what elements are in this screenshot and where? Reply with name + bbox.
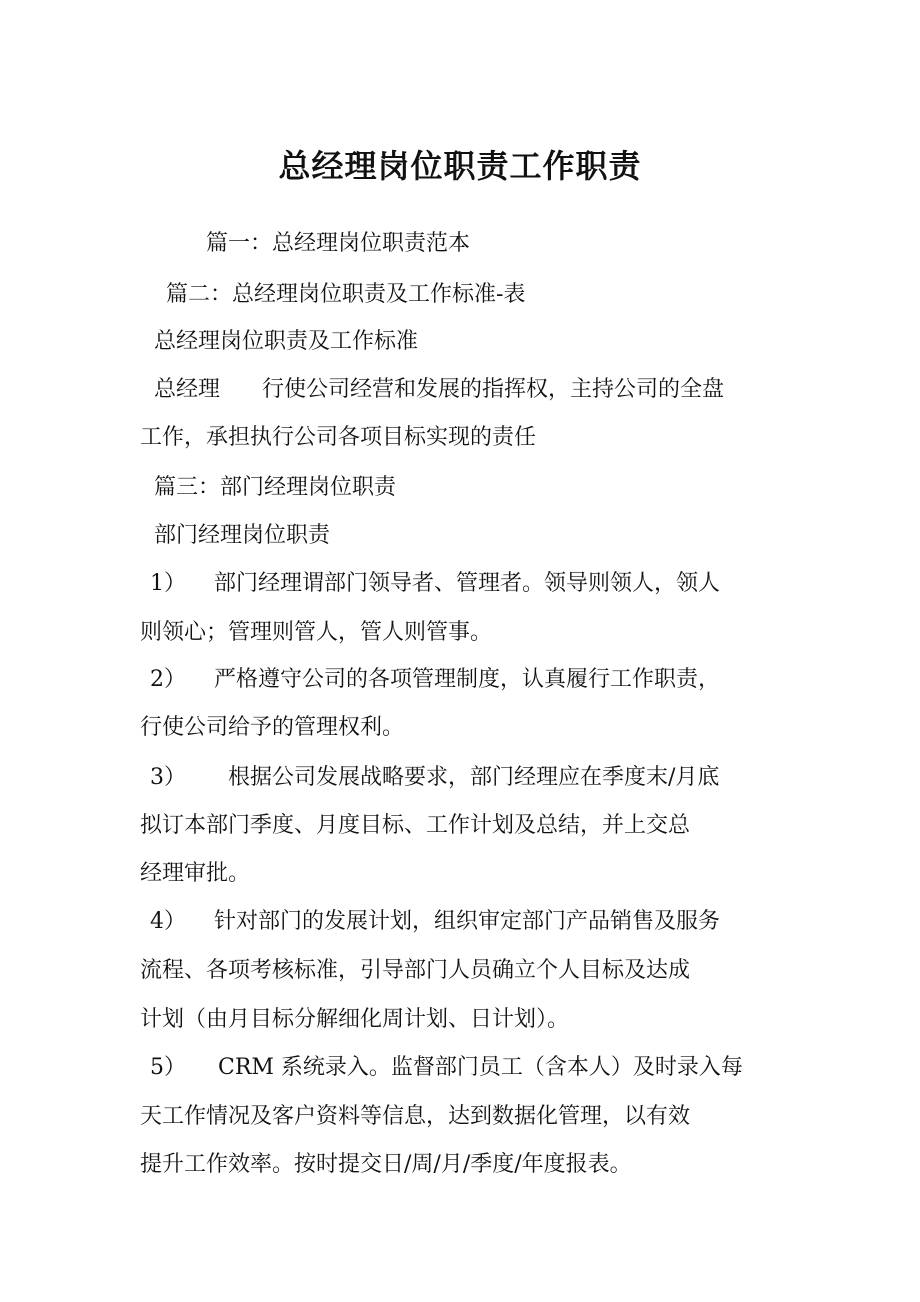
paragraph-line: 提升工作效率。按时提交日/周/月/季度/年度报表。 — [140, 1152, 632, 1177]
item-number: 3） — [150, 765, 186, 790]
paragraph-line: 经理审批。 — [140, 861, 251, 886]
role-label: 总经理 — [154, 377, 221, 402]
subheading-dept-duties: 部门经理岗位职责 — [154, 523, 331, 548]
paragraph-line: 拟订本部门季度、月度目标、工作计划及总结，并上交总 — [140, 813, 691, 838]
paragraph-line: 严格遵守公司的各项管理制度，认真履行工作职责， — [214, 667, 721, 692]
paragraph-line: 工作，承担执行公司各项目标实现的责任 — [140, 425, 537, 450]
document-title: 总经理岗位职责工作职责 — [278, 147, 642, 185]
paragraph-line: 部门经理谓部门领导者、管理者。领导则领人，领人 — [214, 571, 721, 596]
subheading-gm-standard: 总经理岗位职责及工作标准 — [154, 329, 419, 354]
item-number: 4） — [150, 909, 186, 934]
paragraph-line: 行使公司经营和发展的指挥权，主持公司的全盘 — [262, 377, 725, 402]
paragraph-line: 针对部门的发展计划，组织审定部门产品销售及服务 — [214, 909, 721, 934]
paragraph-line: 天工作情况及客户资料等信息，达到数据化管理，以有效 — [140, 1104, 691, 1129]
paragraph-line: 计划（由月目标分解细化周计划、日计划）。 — [140, 1007, 570, 1032]
heading-part-one: 篇一：总经理岗位职责范本 — [206, 231, 471, 256]
paragraph-line: 行使公司给予的管理权利。 — [140, 715, 405, 740]
heading-part-two: 篇二：总经理岗位职责及工作标准-表 — [166, 282, 526, 307]
item-number: 1） — [150, 571, 186, 596]
heading-part-three: 篇三：部门经理岗位职责 — [154, 475, 397, 500]
paragraph-line: 则领心；管理则管人，管人则管事。 — [140, 620, 493, 645]
paragraph-line: 根据公司发展战略要求，部门经理应在季度末/月底 — [228, 765, 720, 790]
paragraph-line: 流程、各项考核标准，引导部门人员确立个人目标及达成 — [140, 958, 691, 983]
item-number: 5） — [150, 1055, 186, 1080]
paragraph-line: CRM 系统录入。监督部门员工（含本人）及时录入每 — [218, 1055, 743, 1080]
item-number: 2） — [150, 667, 186, 692]
